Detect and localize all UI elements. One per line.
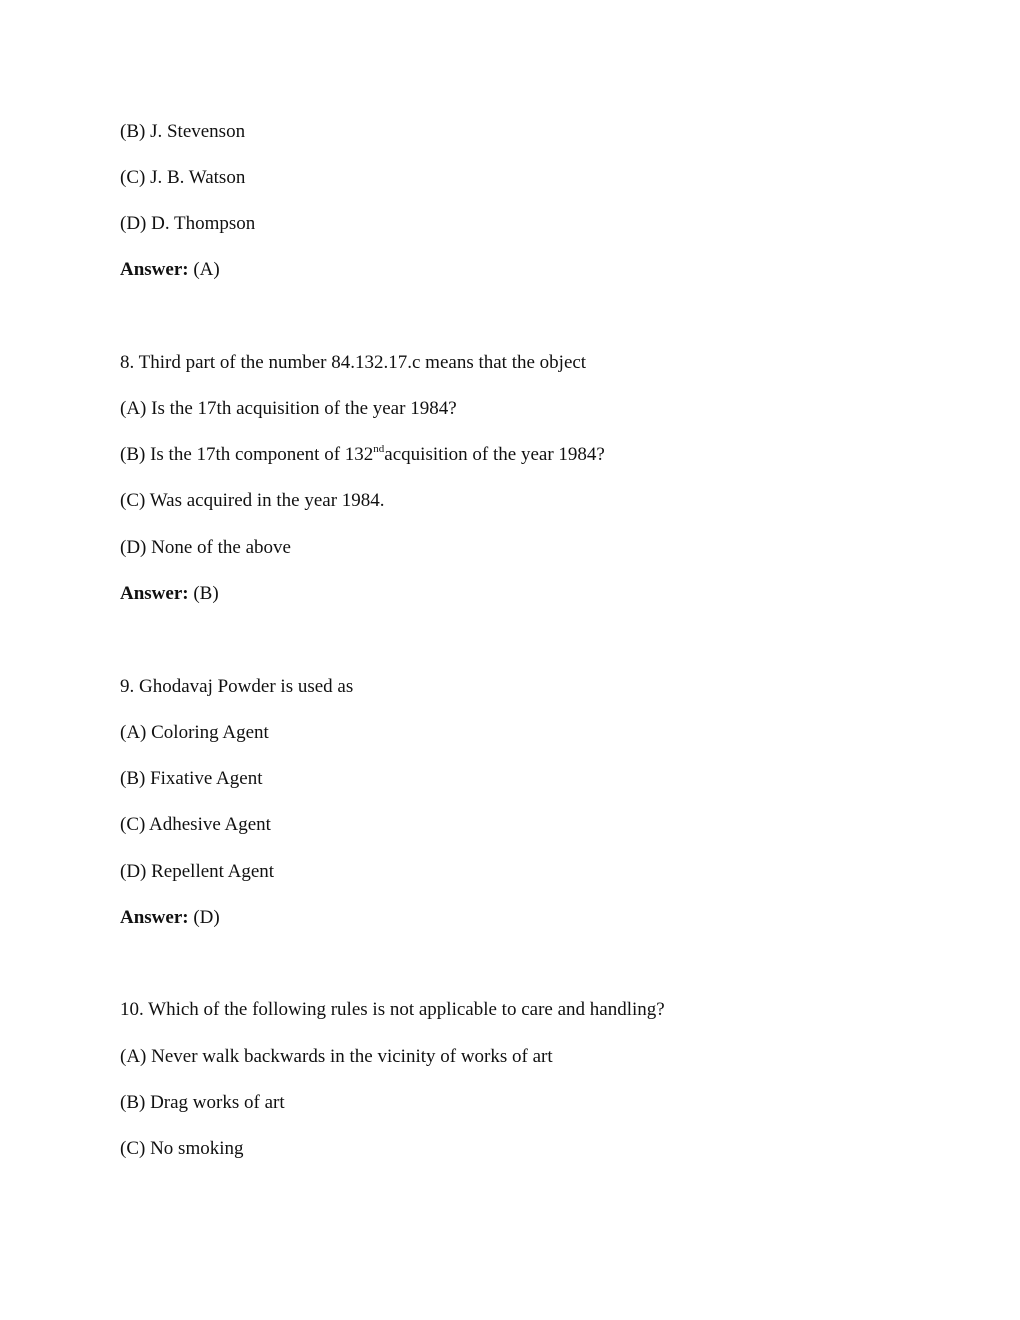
q7-option-d: (D) D. Thompson	[120, 213, 256, 234]
q8-option-a: (A) Is the 17th acquisition of the year 1984?	[120, 398, 457, 419]
option-b-text-rest: acquisition of the year 1984?	[384, 444, 605, 465]
answer-label: Answer:	[120, 583, 189, 604]
ordinal-suffix: nd	[373, 443, 385, 455]
answer-value: (A)	[193, 259, 220, 280]
q8-option-c: (C) Was acquired in the year 1984.	[120, 490, 385, 511]
q9-answer	[120, 907, 220, 929]
q10-option-b: (B) Drag works of art	[120, 1092, 285, 1113]
q9-option-d: (D) Repellent Agent	[120, 861, 275, 882]
q7-answer	[120, 259, 220, 281]
q9-option-b: (B) Fixative Agent	[120, 768, 263, 789]
q8-answer	[120, 583, 219, 605]
q10-question: 10. Which of the following rules is not applicable to care and handling?	[120, 999, 665, 1020]
answer-label: Answer:	[120, 259, 189, 280]
q8-question: 8. Third part of the number 84.132.17.c means that the object	[120, 352, 587, 373]
q9-option-c: (C) Adhesive Agent	[120, 814, 271, 835]
q8-option-d: (D) None of the above	[120, 537, 291, 558]
q10-option-c: (C) No smoking	[120, 1138, 244, 1159]
q8-option-b	[120, 444, 605, 466]
option-b-text: (B) Is the 17th component of 132	[120, 444, 374, 465]
answer-value: (D)	[193, 907, 220, 928]
q9-question: 9. Ghodavaj Powder is used as	[120, 676, 354, 697]
q7-option-b: (B) J. Stevenson	[120, 121, 246, 142]
answer-label: Answer:	[120, 907, 189, 928]
q10-option-a: (A) Never walk backwards in the vicinity of works of art	[120, 1046, 553, 1067]
answer-value: (B)	[193, 583, 219, 604]
q9-option-a: (A) Coloring Agent	[120, 722, 269, 743]
q7-option-c: (C) J. B. Watson	[120, 167, 246, 188]
